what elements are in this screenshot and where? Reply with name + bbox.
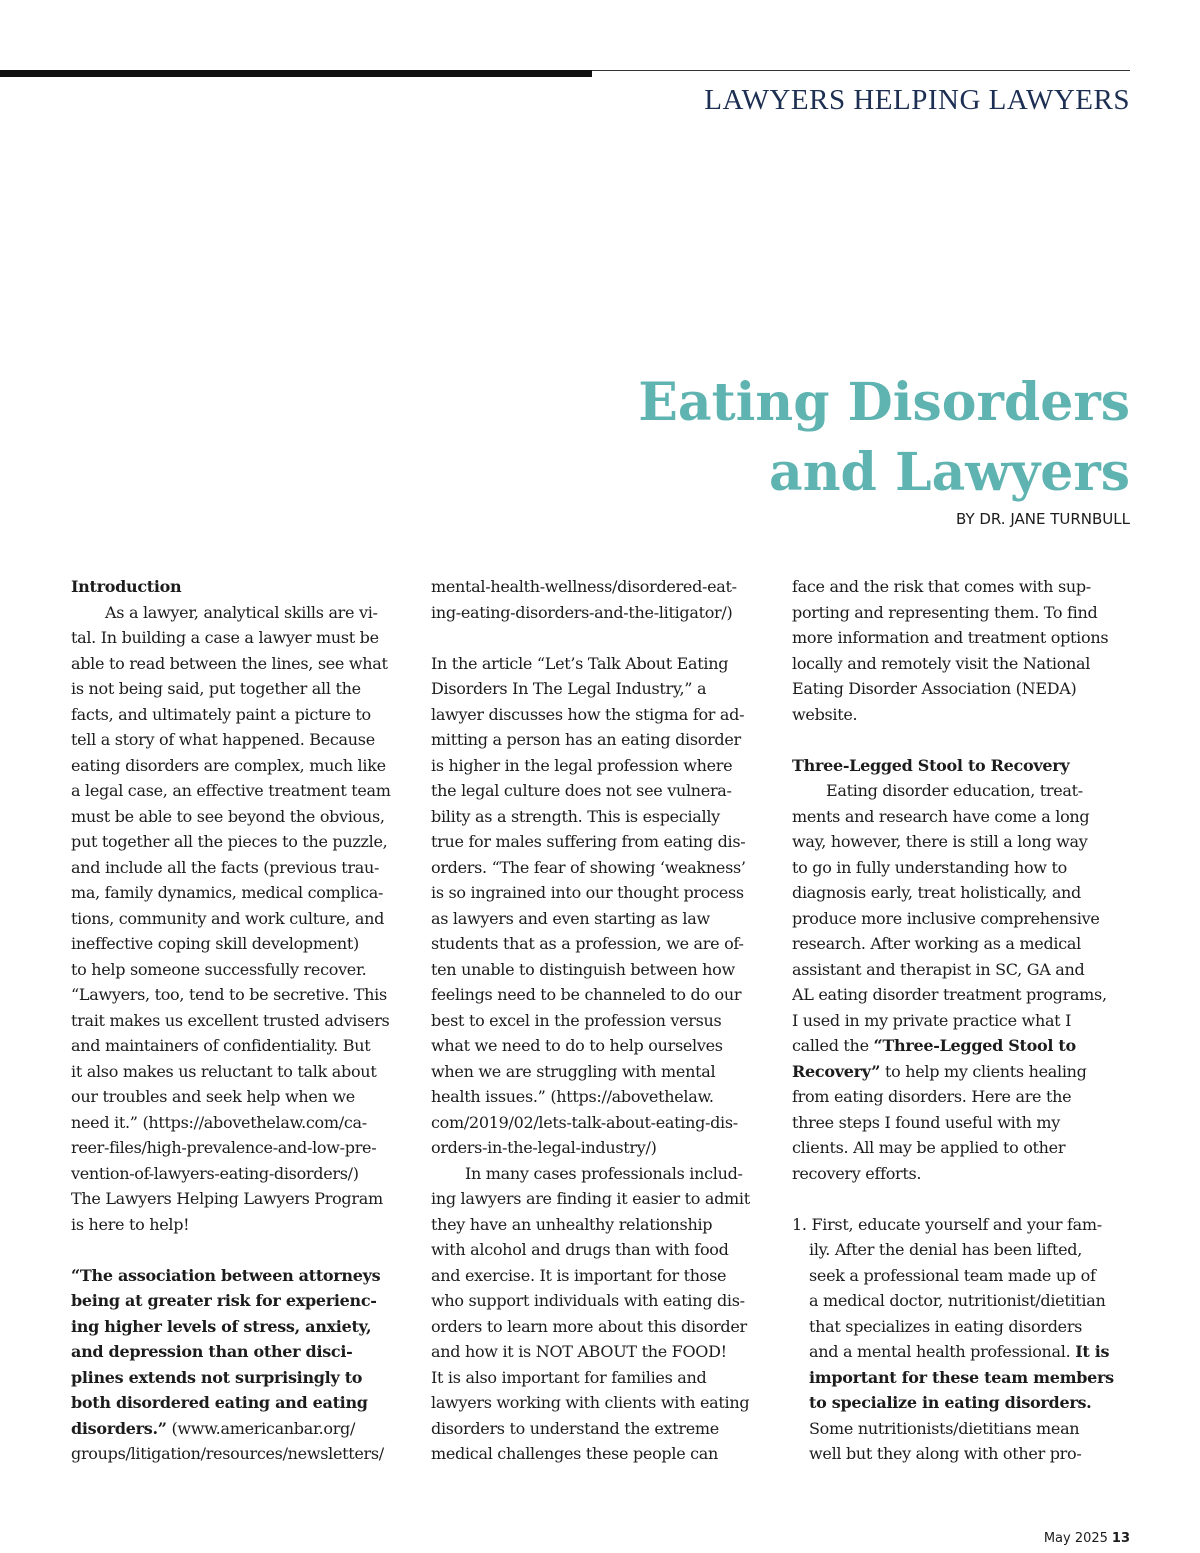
text-line — [792, 676, 1130, 702]
text-line — [431, 1084, 769, 1110]
text-line — [792, 957, 1130, 983]
text-run: both disordered eating and eating — [71, 1393, 368, 1412]
text-run: a legal case, an effective treatment team — [71, 781, 391, 800]
text-line — [792, 1237, 1130, 1263]
text-run: I used in my private practice what I — [792, 1010, 1072, 1030]
text-line — [431, 651, 769, 677]
text-line — [71, 753, 407, 779]
text-run: Disorders In The Legal Industry,” a — [431, 679, 707, 698]
text-run: 1. First, educate yourself and your fam- — [792, 1214, 1102, 1234]
text-line — [792, 1288, 1130, 1314]
text-line — [792, 906, 1130, 932]
text-run: what we need to do to help ourselves — [431, 1036, 723, 1055]
text-line — [431, 1416, 769, 1442]
text-run: (www.americanbar.org/ — [166, 1418, 356, 1438]
text-line — [431, 1135, 769, 1161]
text-run: In many cases professionals includ- — [465, 1163, 743, 1183]
text-line — [71, 1135, 407, 1161]
text-run: It is also important for families and — [431, 1367, 707, 1387]
text-line — [792, 1161, 1130, 1187]
text-line — [71, 880, 407, 906]
text-run: vention-of-lawyers-eating-disorders/) — [71, 1163, 359, 1183]
text-run: “Lawyers, too, tend to be secretive. This — [71, 985, 387, 1004]
text-run: is here to help! — [71, 1214, 190, 1234]
text-run: need it.” (https://abovethelaw.com/ca- — [71, 1112, 367, 1132]
text-line — [71, 1390, 407, 1416]
text-line — [792, 1059, 1130, 1085]
text-line — [792, 1365, 1130, 1391]
text-line — [431, 1339, 769, 1365]
text-line — [792, 855, 1130, 881]
text-run: “The association between attorneys — [71, 1265, 381, 1285]
text-run: disorders to understand the extreme — [431, 1418, 719, 1438]
text-line — [792, 600, 1130, 626]
text-line — [71, 625, 407, 651]
text-run: medical challenges these people can — [431, 1444, 719, 1463]
text-line — [431, 906, 769, 932]
text-run: and a mental health professional. — [809, 1342, 1076, 1361]
text-run: that specializes in eating disorders — [809, 1316, 1083, 1336]
text-line — [71, 1237, 407, 1263]
text-line — [431, 829, 769, 855]
column-2 — [431, 574, 769, 1467]
text-line — [431, 600, 769, 626]
text-line — [71, 1186, 407, 1212]
text-run: In the article “Let’s Talk About Eating — [431, 653, 729, 673]
text-run: our troubles and seek help when we — [71, 1087, 355, 1106]
text-run: as lawyers and even starting as law — [431, 908, 710, 928]
text-run: and include all the facts (previous trau- — [71, 857, 380, 877]
text-run: mental-health-wellness/disordered-eat- — [431, 577, 737, 596]
text-run: com/2019/02/lets-talk-about-eating-dis- — [431, 1112, 738, 1132]
text-line — [431, 931, 769, 957]
text-run: lawyer discusses how the stigma for ad- — [431, 704, 745, 724]
text-run: Eating disorder education, treat- — [826, 781, 1083, 800]
text-line — [431, 625, 769, 651]
text-line — [792, 1441, 1130, 1467]
text-run: eating disorders are complex, much like — [71, 755, 386, 775]
text-run: ten unable to distinguish between how — [431, 959, 735, 979]
text-line — [71, 1365, 407, 1391]
text-line — [431, 1390, 769, 1416]
text-run: and maintainers of confidentiality. But — [71, 1036, 371, 1055]
text-run: more information and treatment options — [792, 628, 1109, 647]
text-line — [71, 1059, 407, 1085]
text-line — [431, 1314, 769, 1340]
text-line — [431, 982, 769, 1008]
text-line — [792, 625, 1130, 651]
text-run: they have an unhealthy relationship — [431, 1214, 713, 1234]
text-line — [792, 1135, 1130, 1161]
text-run: is so ingrained into our thought process — [431, 883, 744, 902]
text-line — [431, 1161, 769, 1187]
article-title-line-1: Eating Disorders — [638, 372, 1130, 433]
text-run: the legal culture does not see vulnera- — [431, 781, 732, 800]
text-run: orders. “The fear of showing ‘weakness’ — [431, 857, 746, 877]
text-run: tal. In building a case a lawyer must be — [71, 628, 379, 647]
text-line — [71, 1314, 407, 1340]
text-line — [71, 1288, 407, 1314]
text-line — [71, 702, 407, 728]
text-run: face and the risk that comes with sup- — [792, 577, 1091, 596]
text-line — [71, 957, 407, 983]
text-line — [431, 1237, 769, 1263]
bold-run: Recovery” — [792, 1061, 881, 1081]
text-line — [71, 1033, 407, 1059]
text-line — [792, 1314, 1130, 1340]
text-run: and depression than other disci- — [71, 1342, 353, 1361]
text-run: true for males suffering from eating dis- — [431, 832, 746, 851]
text-line — [71, 778, 407, 804]
text-run: Introduction — [71, 577, 182, 596]
text-line — [431, 804, 769, 830]
text-line — [792, 702, 1130, 728]
text-line — [71, 727, 407, 753]
text-run: tell a story of what happened. Because — [71, 730, 375, 749]
text-line — [792, 1390, 1130, 1416]
article-title — [638, 368, 1130, 508]
text-run: who support individuals with eating dis- — [431, 1291, 745, 1310]
text-line — [792, 829, 1130, 855]
text-line — [792, 804, 1130, 830]
text-line — [431, 702, 769, 728]
text-run: and how it is NOT ABOUT the FOOD! — [431, 1342, 727, 1361]
text-line — [792, 651, 1130, 677]
text-line — [431, 957, 769, 983]
text-line — [431, 1212, 769, 1238]
text-run: must be able to see beyond the obvious, — [71, 806, 385, 826]
text-run: best to excel in the profession versus — [431, 1010, 722, 1030]
text-run: to specialize in eating disorders. — [809, 1393, 1092, 1412]
text-line — [431, 1110, 769, 1136]
text-run: research. After working as a medical — [792, 934, 1081, 953]
text-run: As a lawyer, analytical skills are vi- — [105, 602, 378, 622]
text-line — [792, 880, 1130, 906]
byline: BY DR. JANE TURNBULL — [955, 510, 1130, 528]
text-run: way, however, there is still a long way — [792, 832, 1088, 851]
text-run: trait makes us excellent trusted advisers — [71, 1010, 390, 1030]
text-line — [792, 931, 1130, 957]
text-line — [792, 1084, 1130, 1110]
text-run: diagnosis early, treat holistically, and — [792, 883, 1082, 902]
text-run: Eating Disorder Association (NEDA) — [792, 679, 1077, 698]
section-heading: LAWYERS HELPING LAWYERS — [704, 84, 1130, 116]
text-run: ma, family dynamics, medical complica- — [71, 883, 384, 902]
text-run: ing lawyers are finding it easier to admit — [431, 1189, 750, 1208]
text-line — [71, 1212, 407, 1238]
text-run: plines extends not surprisingly to — [71, 1367, 363, 1387]
text-run: facts, and ultimately paint a picture to — [71, 704, 371, 724]
text-run: disorders.” — [71, 1418, 167, 1438]
text-run: students that as a profession, we are of- — [431, 934, 744, 953]
text-line — [431, 855, 769, 881]
text-line — [431, 1365, 769, 1391]
text-line — [71, 1084, 407, 1110]
text-line — [431, 1059, 769, 1085]
text-line — [71, 906, 407, 932]
text-run: ineffective coping skill development) — [71, 934, 359, 953]
text-line — [431, 574, 769, 600]
text-line — [71, 931, 407, 957]
text-line — [431, 1288, 769, 1314]
text-run: to help my clients healing — [880, 1061, 1087, 1081]
text-run: called the — [792, 1036, 874, 1055]
text-run: and exercise. It is important for those — [431, 1265, 727, 1285]
header-rule-thin — [592, 70, 1130, 71]
text-line — [71, 1161, 407, 1187]
text-line — [431, 778, 769, 804]
text-run: bility as a strength. This is especially — [431, 806, 720, 826]
text-run: Three-Legged Stool to Recovery — [792, 755, 1070, 775]
text-run: porting and representing them. To find — [792, 602, 1098, 622]
text-line — [792, 1033, 1130, 1059]
text-run: Some nutritionists/dietitians mean — [809, 1418, 1080, 1438]
bold-run: “Three-Legged Stool to — [873, 1036, 1076, 1055]
text-line — [71, 855, 407, 881]
text-line — [792, 753, 1130, 779]
text-run: AL eating disorder treatment programs, — [792, 985, 1107, 1004]
text-line — [71, 1441, 407, 1467]
text-run: feelings need to be channeled to do our — [431, 985, 742, 1004]
text-line — [792, 1008, 1130, 1034]
text-run: The Lawyers Helping Lawyers Program — [71, 1189, 383, 1208]
text-run: important for these team members — [809, 1367, 1114, 1387]
text-line — [431, 1263, 769, 1289]
page-number: 13 — [1111, 1531, 1130, 1546]
text-line — [71, 600, 407, 626]
text-run: to help someone successfully recover. — [71, 959, 367, 979]
text-run: groups/litigation/resources/newsletters/ — [71, 1444, 384, 1463]
text-run: well but they along with other pro- — [809, 1444, 1082, 1463]
text-line — [71, 676, 407, 702]
text-run: is higher in the legal profession where — [431, 755, 733, 775]
text-line — [71, 1339, 407, 1365]
text-line — [792, 574, 1130, 600]
text-run: is not being said, put together all the — [71, 679, 361, 698]
text-line — [71, 574, 407, 600]
text-run: seek a professional team made up of — [809, 1265, 1096, 1285]
text-run: health issues.” (https://abovethelaw. — [431, 1087, 714, 1106]
text-run: reer-files/high-prevalence-and-low-pre- — [71, 1138, 377, 1157]
article-title-line-2: and Lawyers — [769, 442, 1130, 503]
text-line — [71, 1008, 407, 1034]
text-line — [792, 778, 1130, 804]
text-run: a medical doctor, nutritionist/dietitian — [809, 1291, 1106, 1310]
column-3 — [792, 574, 1130, 1467]
text-line — [71, 1416, 407, 1442]
header-rule-thick — [0, 70, 592, 77]
text-run: being at greater risk for experienc- — [71, 1291, 377, 1310]
text-run: ing higher levels of stress, anxiety, — [71, 1316, 372, 1336]
text-line — [71, 651, 407, 677]
text-line — [792, 982, 1130, 1008]
text-line — [792, 1416, 1130, 1442]
text-run: from eating disorders. Here are the — [792, 1087, 1072, 1106]
text-run: website. — [792, 704, 858, 724]
text-line — [431, 880, 769, 906]
text-run: three steps I found useful with my — [792, 1112, 1061, 1132]
text-line — [792, 1263, 1130, 1289]
text-run: recovery efforts. — [792, 1163, 922, 1183]
text-line — [71, 829, 407, 855]
page-footer — [1044, 1531, 1130, 1546]
text-run: produce more inclusive comprehensive — [792, 908, 1100, 928]
text-run: to go in fully understanding how to — [792, 857, 1067, 877]
text-run: ing-eating-disorders-and-the-litigator/) — [431, 602, 733, 622]
text-run: tions, community and work culture, and — [71, 908, 385, 928]
text-line — [792, 1110, 1130, 1136]
text-line — [431, 1186, 769, 1212]
text-run: with alcohol and drugs than with food — [431, 1240, 729, 1259]
text-line — [792, 1339, 1130, 1365]
text-line — [431, 753, 769, 779]
text-run: orders-in-the-legal-industry/) — [431, 1138, 657, 1157]
text-run: when we are struggling with mental — [431, 1061, 716, 1081]
text-line — [431, 727, 769, 753]
text-line — [431, 676, 769, 702]
text-line — [431, 1008, 769, 1034]
column-1 — [71, 574, 407, 1467]
text-run: able to read between the lines, see what — [71, 653, 388, 673]
text-line — [792, 1212, 1130, 1238]
text-line — [71, 804, 407, 830]
text-run: clients. All may be applied to other — [792, 1138, 1066, 1157]
text-line — [792, 727, 1130, 753]
text-line — [431, 1033, 769, 1059]
text-run: put together all the pieces to the puzzle, — [71, 832, 388, 851]
text-run: mitting a person has an eating disorder — [431, 730, 741, 749]
text-run: ments and research have come a long — [792, 806, 1090, 826]
text-run: it also makes us reluctant to talk about — [71, 1061, 377, 1081]
text-run: locally and remotely visit the National — [792, 653, 1091, 673]
text-line — [71, 1110, 407, 1136]
text-line — [431, 1441, 769, 1467]
text-line — [71, 1263, 407, 1289]
issue-date: May 2025 — [1043, 1531, 1108, 1546]
bold-run: It is — [1075, 1342, 1110, 1361]
text-run: orders to learn more about this disorder — [431, 1316, 747, 1336]
text-line — [71, 982, 407, 1008]
text-line — [792, 1186, 1130, 1212]
text-run: lawyers working with clients with eating — [431, 1393, 750, 1412]
text-run: ily. After the denial has been lifted, — [809, 1240, 1083, 1259]
text-run: assistant and therapist in SC, GA and — [792, 959, 1085, 979]
